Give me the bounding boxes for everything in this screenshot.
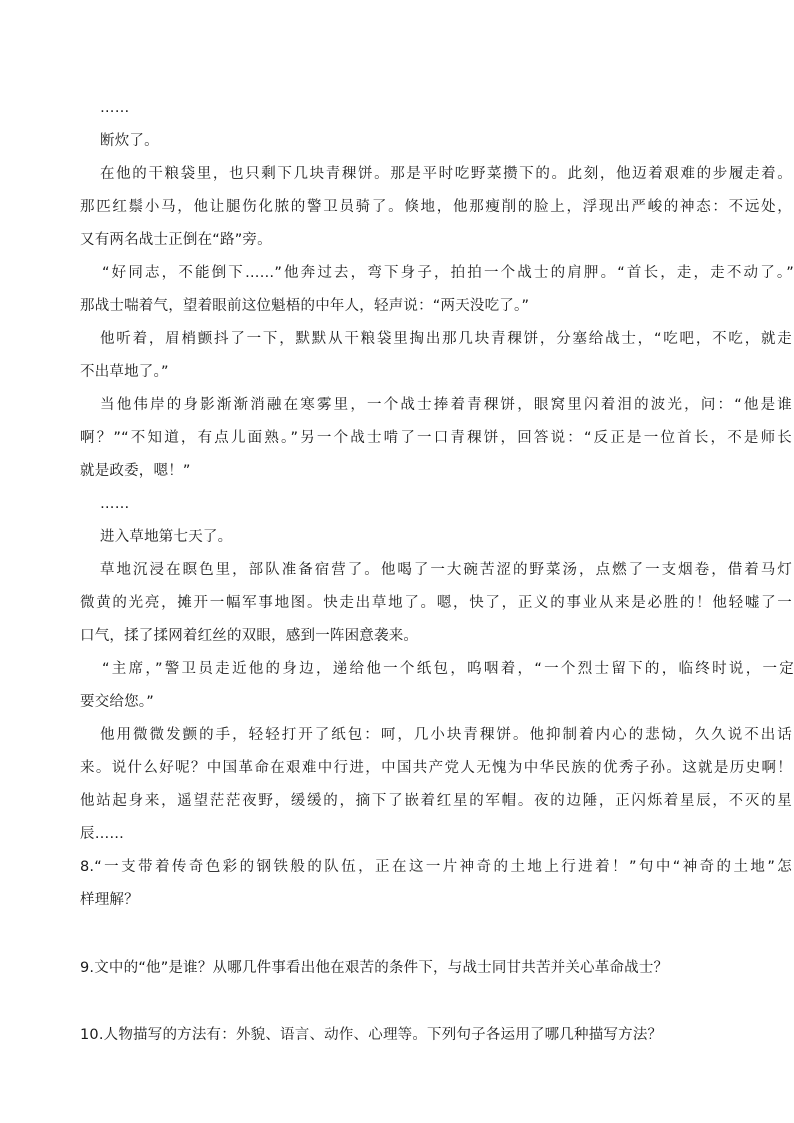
passage-line: 他站起身来，遥望茫茫夜野，缓缓的，摘下了嵌着红星的军帽。夜的边陲，正闪烁着星辰，不灭的星: [80, 793, 792, 809]
passage-line: 又有两名战士正倒在“路”旁。: [80, 232, 272, 248]
passage-line: 啊？”“不知道，有点儿面熟。”另一个战士啃了一口青稞饼，回答说：“反正是一位首长，不是师长: [80, 430, 792, 446]
question-8-continued: 样理解？: [80, 892, 139, 908]
passage-line: 他听着，眉梢颤抖了一下，默默从干粮袋里掏出那几块青稞饼，分塞给战士，“吃吧，不吃，就走: [100, 331, 792, 347]
passage-line: 进入草地第七天了。: [100, 529, 233, 545]
ellipsis-line: ……: [100, 100, 130, 116]
question-8: 8.“一支带着传奇色彩的钢铁般的队伍，正在这一片神奇的土地上行进着！”句中“神奇的土地”怎: [80, 859, 792, 875]
passage-line: 那战士喘着气，望着眼前这位魁梧的中年人，轻声说：“两天没吃了。”: [80, 298, 530, 314]
question-9: 9.文中的“他”是谁？从哪几件事看出他在艰苦的条件下，与战士同甘共苦并关心革命战士？: [80, 960, 669, 976]
passage-line: 来。说什么好呢？中国革命在艰难中行进，中国共产党人无愧为中华民族的优秀子孙。这就是历史啊！: [80, 760, 792, 776]
passage-line: 那匹红鬃小马，他让腿伤化脓的警卫员骑了。倏地，他那瘦削的脸上，浮现出严峻的神态：不远处，: [80, 199, 792, 215]
passage-line: “主席，”警卫员走近他的身边，递给他一个纸包，呜咽着，“一个烈士留下的，临终时说，一定: [102, 661, 794, 677]
passage-line: 就是政委，嗯！”: [80, 463, 191, 479]
passage-line: 要交给您。”: [80, 694, 154, 710]
passage-line: 微黄的光亮，摊开一幅军事地图。快走出草地了。嗯，快了，正义的事业从来是必胜的！他轻嘘了一: [80, 595, 792, 611]
passage-line: 口气，揉了揉网着红丝的双眼，感到一阵困意袭来。: [80, 628, 419, 644]
passage-line: 不出草地了。”: [80, 364, 169, 380]
passage-line: 草地沉浸在瞑色里，部队准备宿营了。他喝了一大碗苦涩的野菜汤，点燃了一支烟卷，借着马灯: [100, 562, 792, 578]
passage-line: 他用微微发颤的手，轻轻打开了纸包：呵，几小块青稞饼。他抑制着内心的悲恸，久久说不出话: [100, 727, 792, 743]
question-10: 10.人物描写的方法有：外貌、语言、动作、心理等。下列句子各运用了哪几种描写方法？: [80, 1027, 663, 1043]
passage-line: 当他伟岸的身影渐渐消融在寒雾里，一个战士捧着青稞饼，眼窝里闪着泪的波光，问：“他是谁: [100, 397, 792, 413]
ellipsis-line: ……: [100, 496, 130, 512]
passage-line: 辰……: [80, 826, 125, 842]
passage-line: 断炊了。: [100, 133, 159, 149]
passage-line: 在他的干粮袋里，也只剩下几块青稞饼。那是平时吃野菜攒下的。此刻，他迈着艰难的步履走着。: [100, 166, 792, 182]
passage-line: “好同志，不能倒下……”他奔过去，弯下身子，拍拍一个战士的肩胛。“首长，走，走不动了。”: [102, 265, 794, 281]
